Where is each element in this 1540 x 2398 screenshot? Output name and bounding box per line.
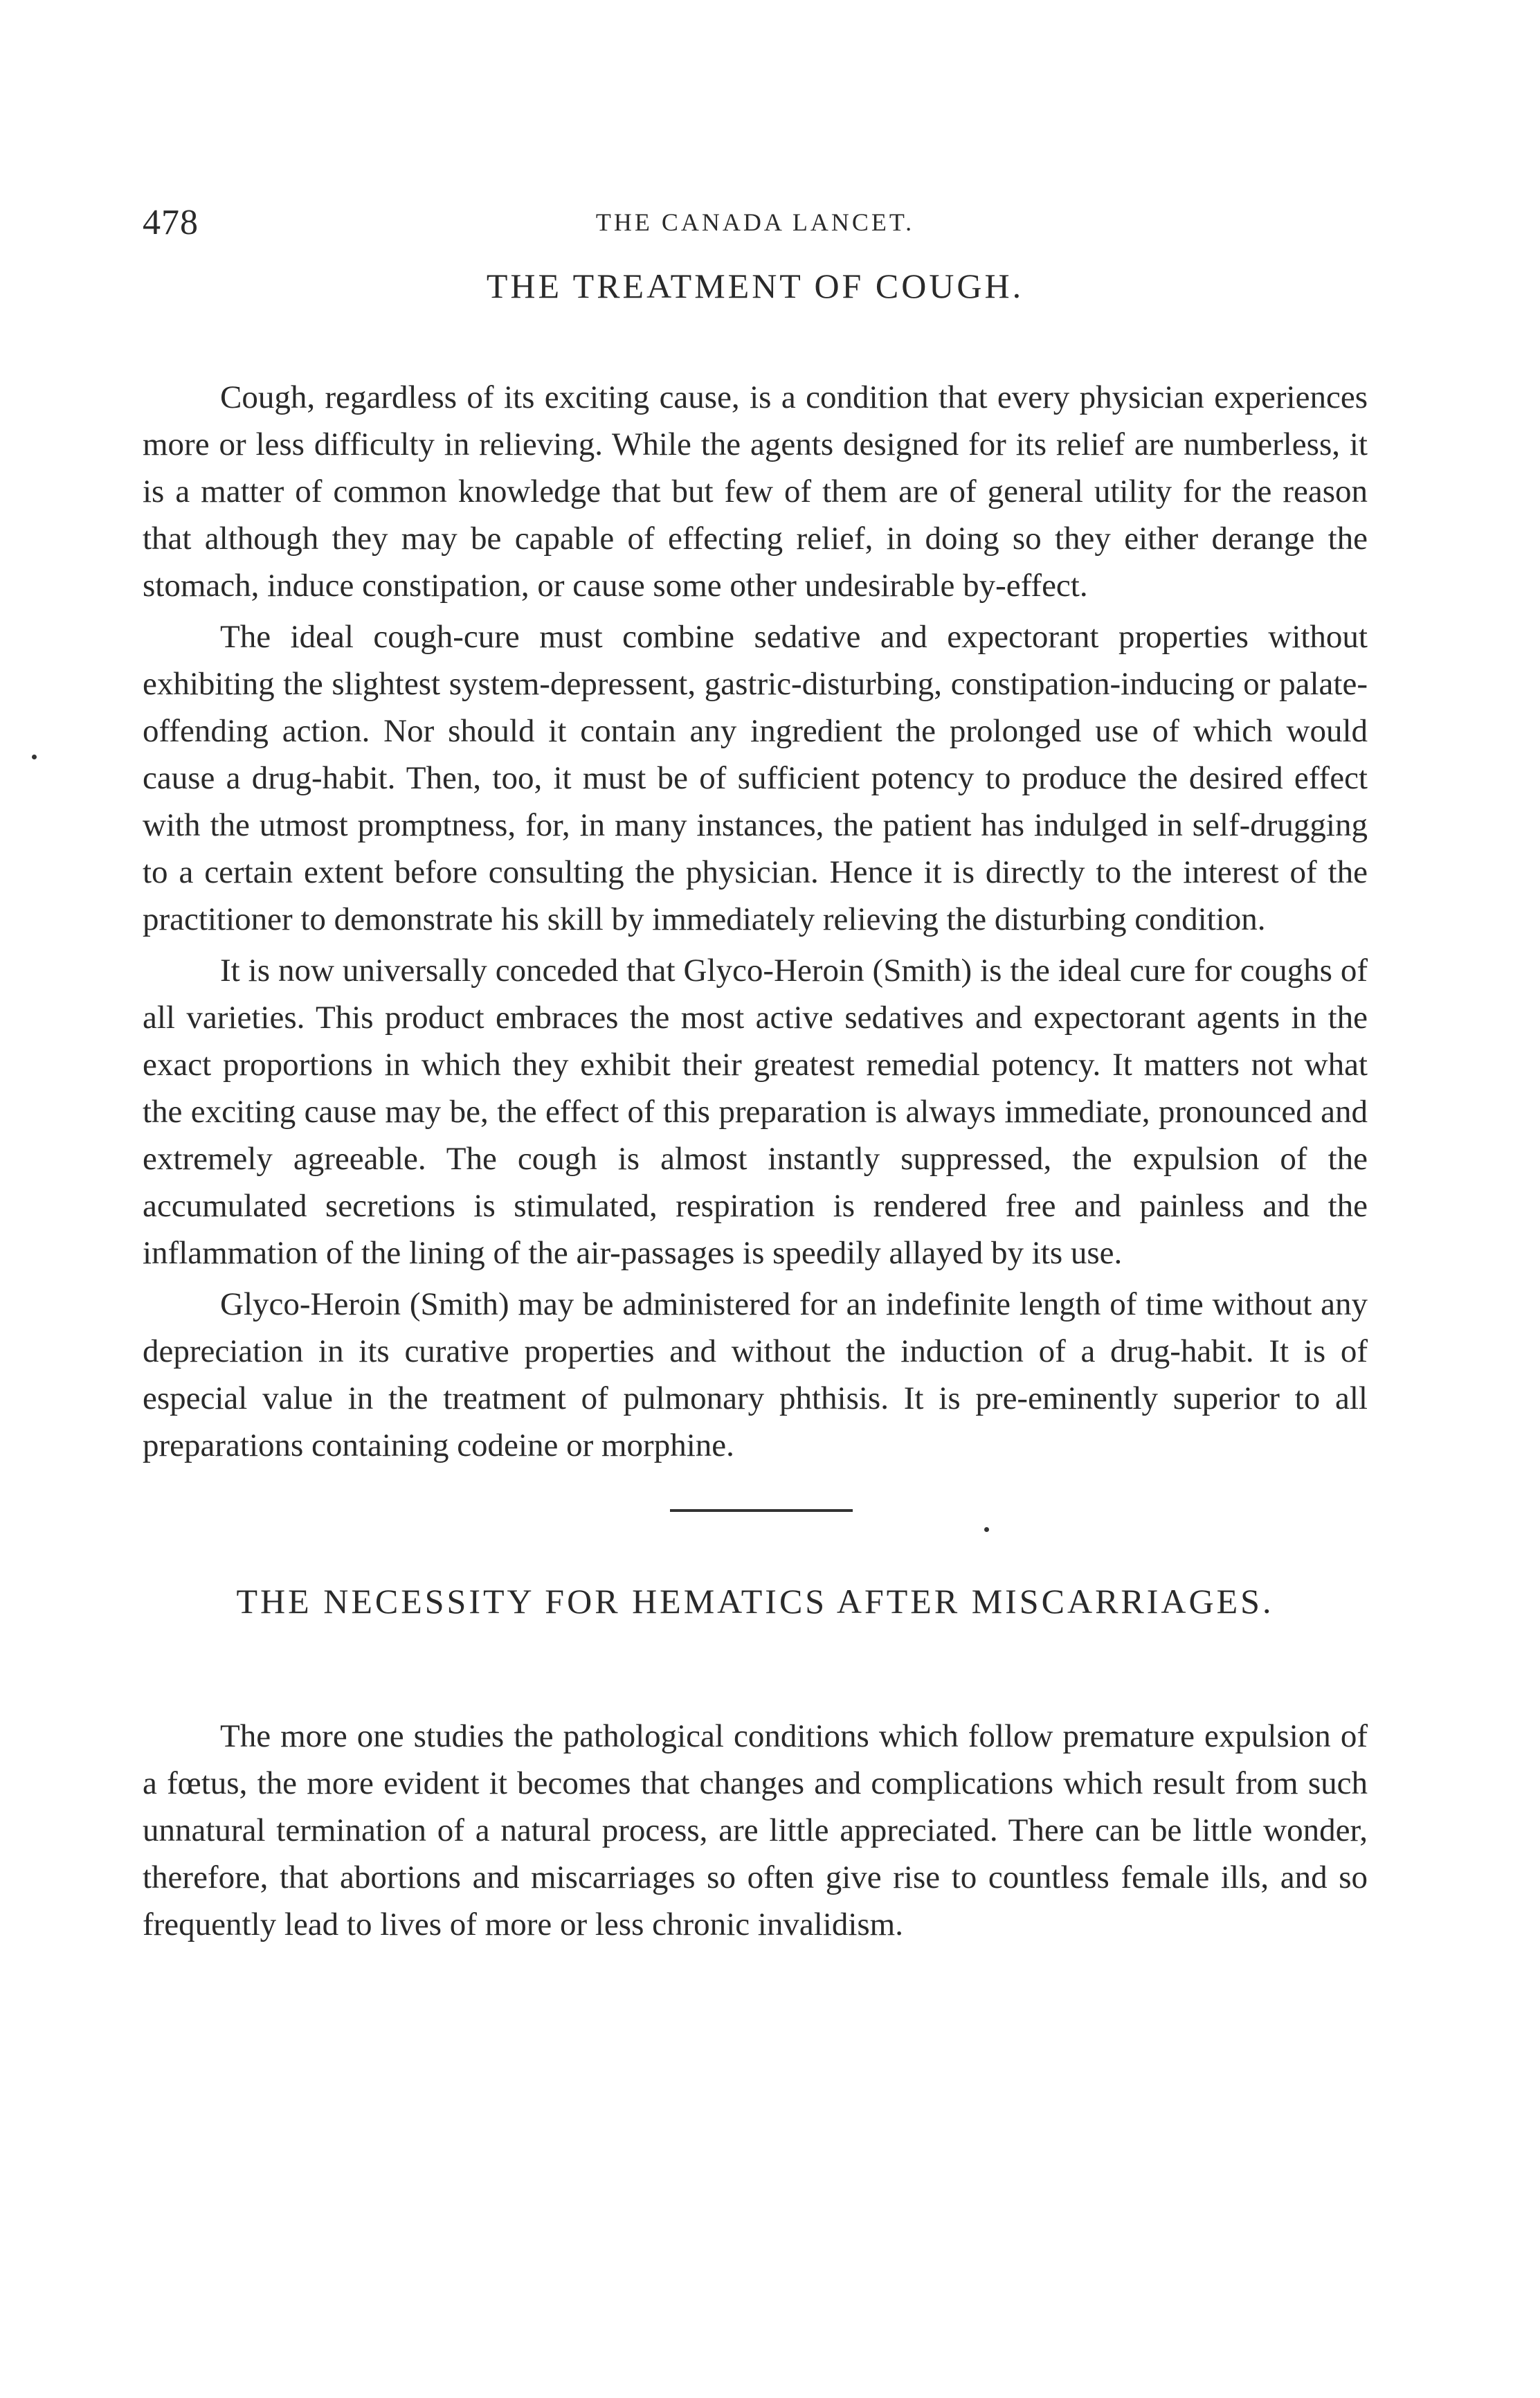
article-body-treatment-of-cough (143, 374, 1368, 1473)
page-header (143, 202, 1368, 244)
article-body-hematics-after-miscarriages (143, 1713, 1368, 1952)
print-speck (984, 1527, 989, 1532)
running-head: THE CANADA LANCET. (595, 208, 915, 236)
paragraph: Glyco-Heroin (Smith) may be administered for an indefinite length of time without any depreciation in its curative properties and without the induction of a drug-habit. It is of especial value in the treatment of pulmonary phthisis. It is pre-eminently superior to all preparations containing codeine or morphine. (143, 1286, 1368, 1463)
article-title-hematics-after-miscarriages: THE NECESSITY FOR HEMATICS AFTER MISCARRIAGES. (236, 1582, 1274, 1621)
page-number: 478 (143, 203, 199, 242)
paragraph: Cough, regardless of its exciting cause, is a condition that every physician experiences more or less difficulty in relieving. While the agents designed for its relief are numberless, it is a matter of common knowledge that but few of them are of general utility for the reason that although they may be capable of effecting relief, in doing so they either derange the stomach, induce constipation, or cause some other undesirable by-effect. (143, 379, 1368, 604)
paragraph: It is now universally conceded that Glyco-Heroin (Smith) is the ideal cure for coughs of all varieties. This product embraces the most active sedatives and expectorant agents in the exact proportions in which they exhibit their greatest remedial potency. It matters not what the exciting cause may be, the effect of this preparation is always immediate, pronounced and extremely agreeable. The cough is almost instantly suppressed, the expulsion of the accumulated secretions is stimulated, respiration is rendered free and painless and the inflammation of the lining of the air-passages is speedily allayed by its use. (143, 953, 1368, 1271)
print-speck (32, 755, 37, 759)
article-title-treatment-of-cough: THE TREATMENT OF COUGH. (486, 267, 1024, 305)
paragraph: The ideal cough-cure must combine sedative and expectorant properties without exhibiting the slightest system-depressent, gastric-disturbing, constipation-inducing or palate-offending action. Nor should it contain any ingredient the prolonged use of which would cause a drug-habit. Then, too, it must be of sufficient potency to produce the desired effect with the utmost promptness, for, in many instances, the patient has indulged in self-drugging to a certain extent before consulting the physician. Hence it is directly to the interest of the practitioner to demonstrate his skill by immediately relieving the disturbing condition. (143, 619, 1368, 937)
paragraph: The more one studies the pathological conditions which follow premature expulsion of a fœtus, the more evident it becomes that changes and complications which result from such unnatural termination of a natural process, are little appreciated. There can be little wonder, therefore, that abortions and miscarriages so often give rise to countless female ills, and so frequently lead to lives of more or less chronic invalidism. (143, 1718, 1368, 1942)
section-divider (670, 1509, 853, 1512)
